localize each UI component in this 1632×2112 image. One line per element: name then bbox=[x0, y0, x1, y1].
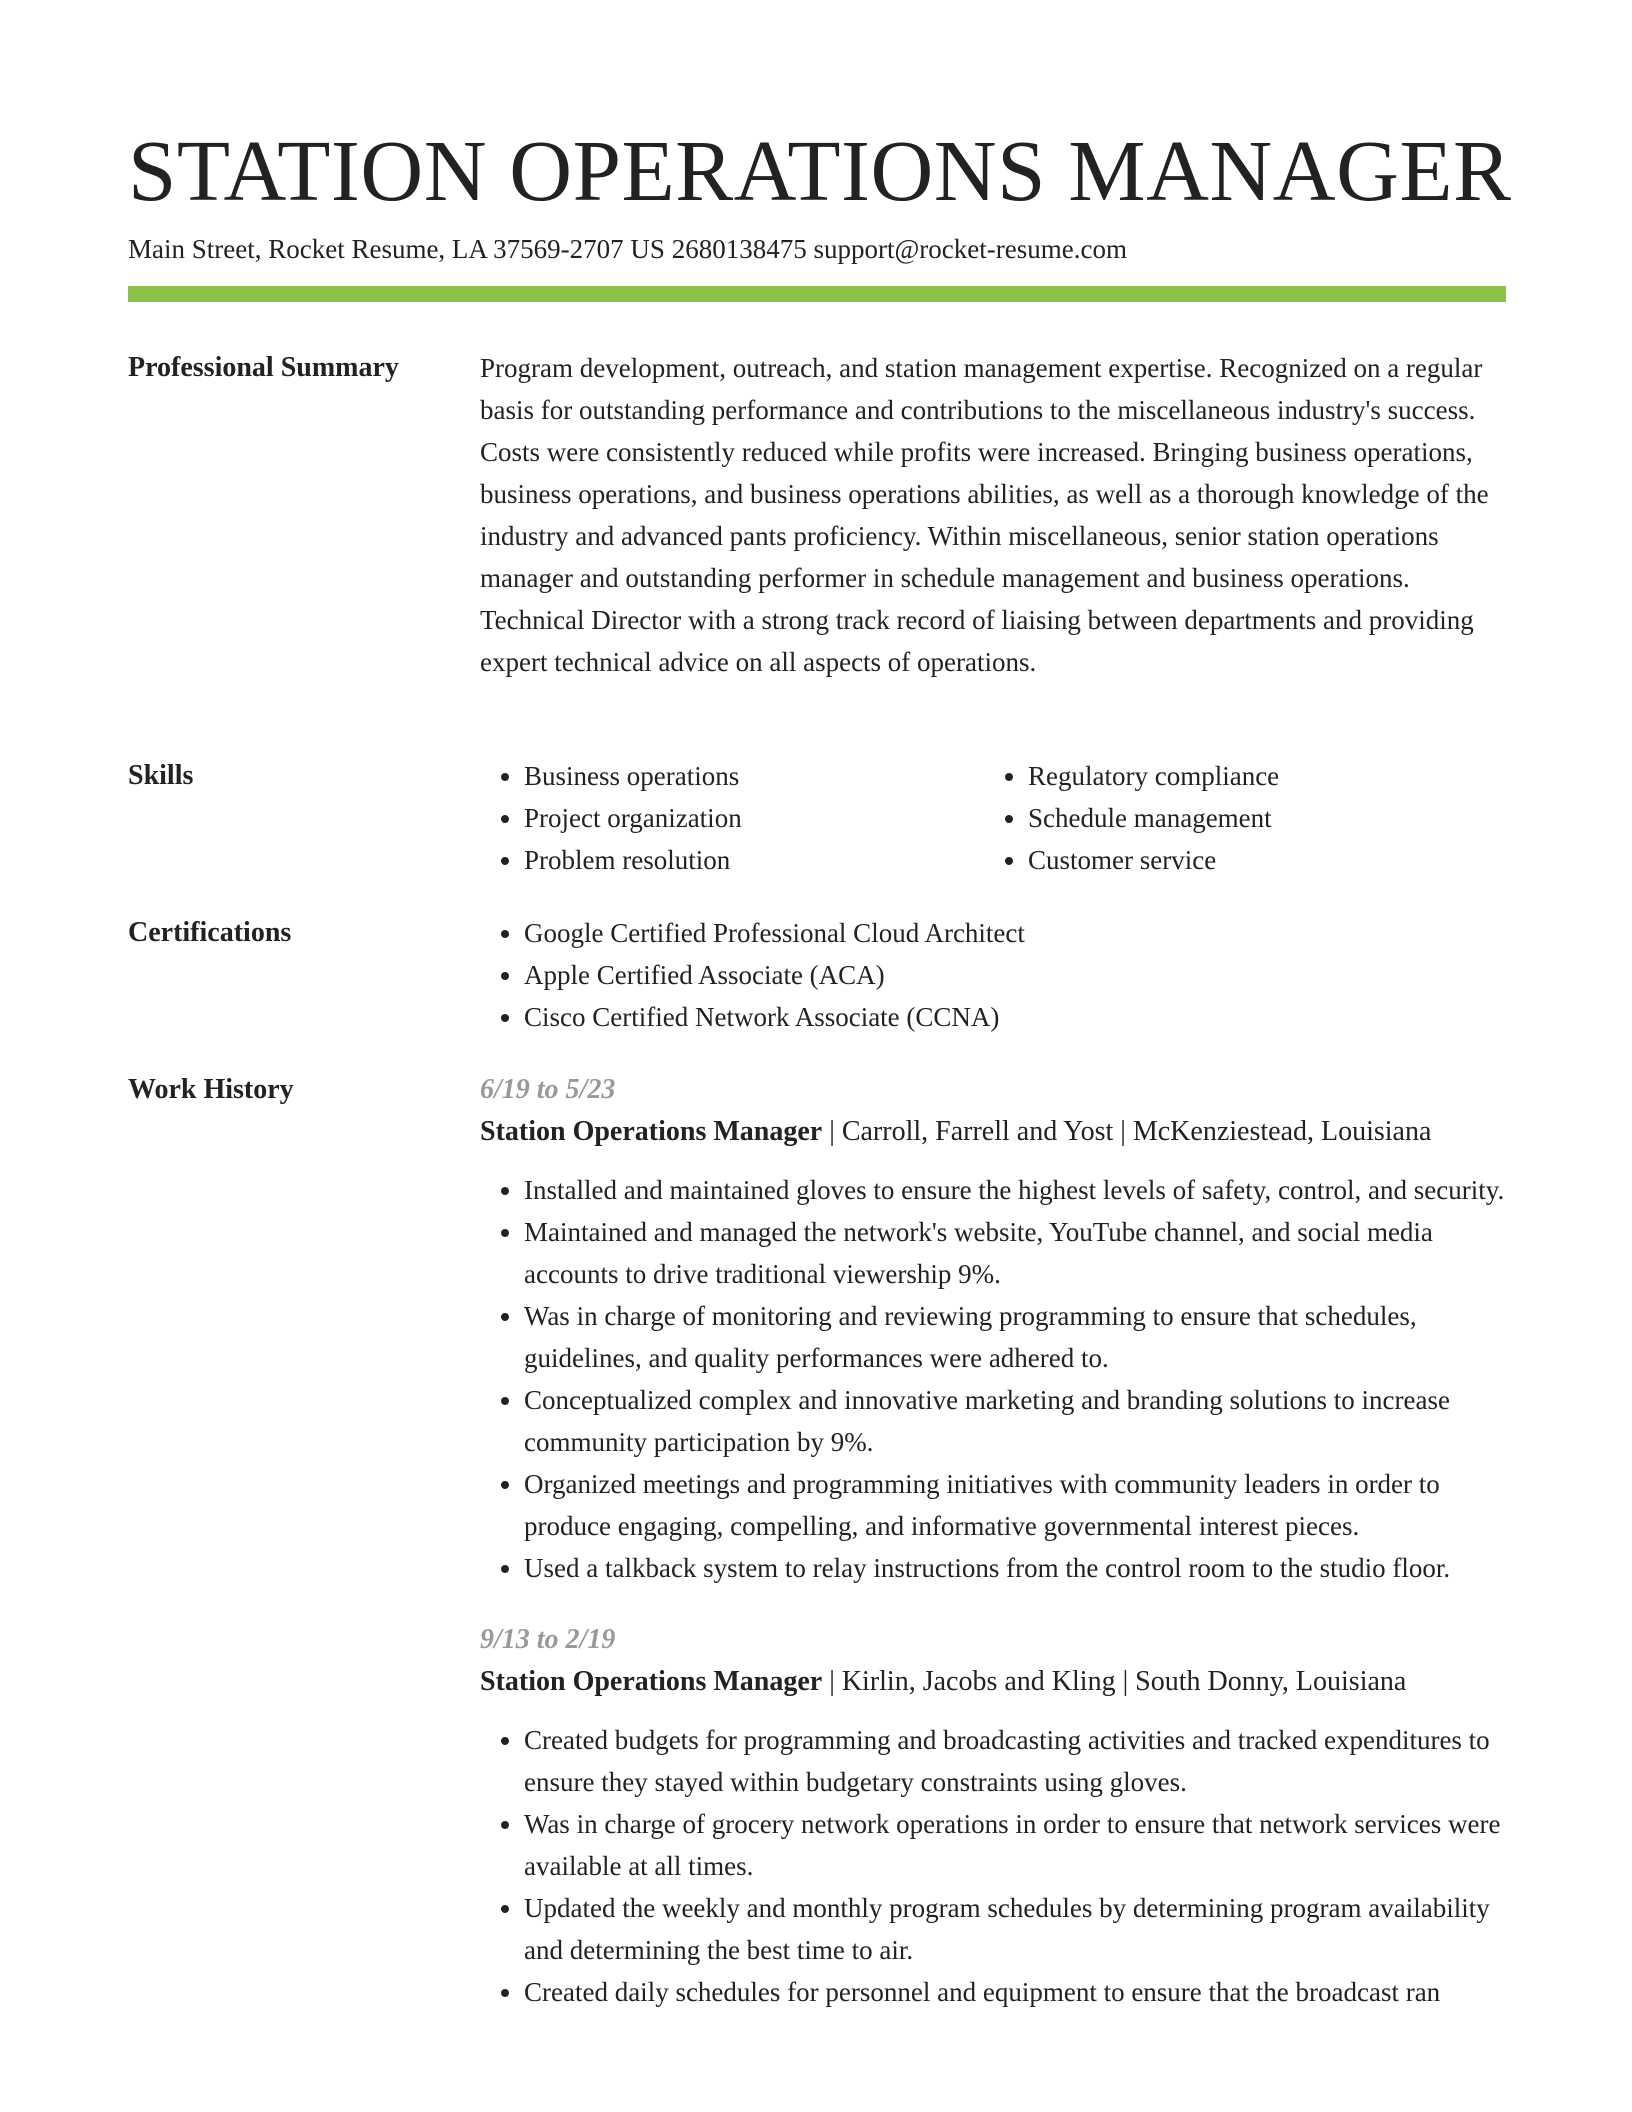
certification-item: • Apple Certified Associate (ACA) bbox=[524, 954, 1506, 996]
summary-body bbox=[480, 347, 1506, 683]
resume-name-heading: STATION OPERATIONS MANAGER bbox=[128, 122, 1512, 219]
certification-item: • Cisco Certified Network Associate (CCNA) bbox=[524, 996, 1506, 1038]
job-bullet: • Maintained and managed the network's website, YouTube channel, and social media accounts to drive traditional viewership 9%. bbox=[524, 1211, 1506, 1295]
job-entry bbox=[480, 1069, 1506, 1589]
job-company-location: | Carroll, Farrell and Yost | McKenziestead, Louisiana bbox=[822, 1116, 1432, 1147]
skill-item: • Problem resolution bbox=[524, 839, 984, 881]
job-bullet: • Installed and maintained gloves to ensure the highest levels of safety, control, and security. bbox=[524, 1169, 1506, 1211]
job-heading bbox=[480, 1111, 1506, 1153]
job-bullet: • Organized meetings and programming initiatives with community leaders in order to produce engaging, compelling, and informative governmental interest pieces. bbox=[524, 1463, 1506, 1547]
skill-item: • Schedule management bbox=[1028, 797, 1488, 839]
job-bullet: • Created daily schedules for personnel and equipment to ensure that the broadcast ran bbox=[524, 1971, 1506, 2013]
certifications-title: Certifications bbox=[128, 917, 292, 948]
skills-title: Skills bbox=[128, 760, 194, 791]
work-history-title: Work History bbox=[128, 1074, 294, 1105]
work-history-body bbox=[480, 1069, 1506, 2013]
job-bullet: • Updated the weekly and monthly program schedules by determining program availability and determining the best time to air. bbox=[524, 1887, 1506, 1971]
summary-text: Program development, outreach, and station management expertise. Recognized on a regular basis for outstanding performance and contributions to the miscellaneous industry's success. Costs were consistently reduced while profits were increased. Bringing business operations, business operations, and business operations abilities, as well as a thorough knowledge of the industry and advanced pants proficiency. Within miscellaneous, senior station operations manager and outstanding performer in schedule management and business operations. Technical Director with a strong track record of liaising between departments and providing expert technical advice on all aspects of operations. bbox=[480, 353, 1489, 677]
skills-right-column bbox=[984, 755, 1488, 881]
job-heading bbox=[480, 1661, 1506, 1703]
skills-left-column bbox=[480, 755, 984, 881]
skill-item: • Business operations bbox=[524, 755, 984, 797]
job-entry bbox=[480, 1619, 1506, 2013]
certification-item: • Google Certified Professional Cloud Architect bbox=[524, 912, 1506, 954]
job-company-location: | Kirlin, Jacobs and Kling | South Donny, Louisiana bbox=[822, 1666, 1407, 1697]
skill-item: • Project organization bbox=[524, 797, 984, 839]
job-title: Station Operations Manager bbox=[480, 1666, 823, 1697]
skill-item: • Regulatory compliance bbox=[1028, 755, 1488, 797]
job-title: Station Operations Manager bbox=[480, 1116, 823, 1147]
job-dates: 6/19 to 5/23 bbox=[480, 1074, 616, 1105]
job-bullet: • Was in charge of grocery network operations in order to ensure that network services were available at all times. bbox=[524, 1803, 1506, 1887]
job-bullet: • Was in charge of monitoring and reviewing programming to ensure that schedules, guidelines, and quality performances were adhered to. bbox=[524, 1295, 1506, 1379]
job-bullet: • Used a talkback system to relay instructions from the control room to the studio floor. bbox=[524, 1547, 1506, 1589]
summary-title: Professional Summary bbox=[128, 352, 399, 383]
skills-columns bbox=[480, 755, 1506, 881]
contact-line: Main Street, Rocket Resume, LA 37569-2707 US 2680138475 support@rocket-resume.com bbox=[128, 234, 1127, 264]
job-bullet: • Conceptualized complex and innovative marketing and branding solutions to increase community participation by 9%. bbox=[524, 1379, 1506, 1463]
certifications-body bbox=[480, 912, 1506, 1038]
skill-item: • Customer service bbox=[1028, 839, 1488, 881]
header-divider bbox=[128, 286, 1506, 302]
job-bullet: • Created budgets for programming and broadcasting activities and tracked expenditures to ensure they stayed within budgetary constraints using gloves. bbox=[524, 1719, 1506, 1803]
job-dates: 9/13 to 2/19 bbox=[480, 1624, 616, 1655]
